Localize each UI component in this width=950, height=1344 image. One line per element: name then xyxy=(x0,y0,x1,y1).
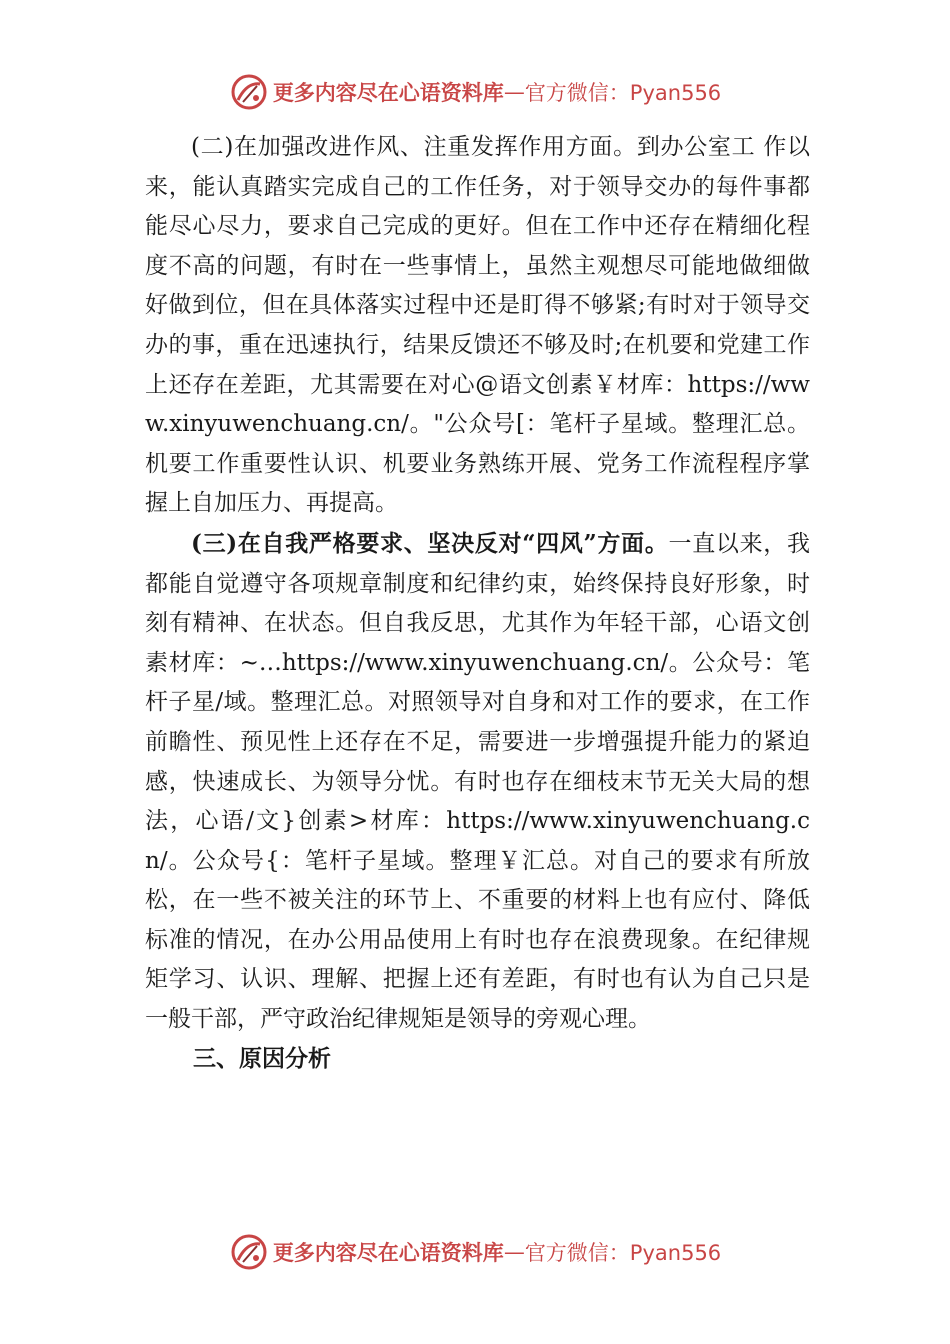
document-body xyxy=(145,128,810,1079)
banner-contact: 官方微信：Pyan556 xyxy=(524,1241,722,1265)
banner-contact: 官方微信：Pyan556 xyxy=(524,81,722,105)
banner-separator: — xyxy=(503,80,525,104)
paragraph-3-text: 一直以来，我都能自觉遵守各项规章制度和纪律约束，始终保持良好形象，时刻有精神、在状态。但自我反思，尤其作为年轻干部，心语文创素材库：~…https://www.xinyuwenchuang.cn/。公众号：笔杆子星/域。整理汇总。对照领导对自身和对工作的要求，在工作前瞻性、预见性上还存在不足，需要进一步增强提升能力的紧迫感，快速成长、为领导分忧。有时也存在细枝末节无关大局的想法，心语/文}创素>材库：https://www.xinyuwenchuang.cn/。公众号{：笔杆子星域。整理￥汇总。对自己的要求有所放松，在一些不被关注的环节上、不重要的材料上也有应付、降低标准的情况，在办公用品使用上有时也存在浪费现象。在纪律规矩学习、认识、理解、把握上还有差距，有时也有认为自己只是一般干部，严守政治纪律规矩是领导的旁观心理。 xyxy=(145,530,810,1033)
header-banner xyxy=(0,72,950,112)
logo-icon xyxy=(229,72,269,112)
section-heading: 三、原因分析 xyxy=(193,1045,331,1072)
paragraph-3-heading: (三)在自我严格要求、坚决反对“四风”方面。 xyxy=(191,529,669,557)
banner-title: 更多内容尽在心语资料库 xyxy=(272,1241,504,1265)
footer-banner xyxy=(0,1232,950,1272)
banner-separator: — xyxy=(503,1240,525,1264)
logo-icon xyxy=(229,1232,269,1272)
paragraph-2: (二)在加强改进作风、注重发挥作用方面。到办公室工 作以来，能认真踏实完成自己的工作任务，对于领导交办的每件事都能尽心尽力，要求自己完成的更好。但在工作中还存在精细化程度不高的问题，有时在一些事情上，虽然主观想尽可能地做细做好做到位，但在具体落实过程中还是盯得不够紧;有时对于领导交办的事，重在迅速执行，结果反馈还不够及时;在机要和党建工作上还存在差距，尤其需要在对心@语文创素￥材库：https://www.xinyuwenchuang.cn/。"公众号[：笔杆子星域。整理汇总。机要工作重要性认识、机要业务熟练开展、党务工作流程程序掌握上自加压力、再提高。 xyxy=(145,134,810,517)
banner-title: 更多内容尽在心语资料库 xyxy=(272,81,504,105)
paragraph-3 xyxy=(145,524,810,1040)
